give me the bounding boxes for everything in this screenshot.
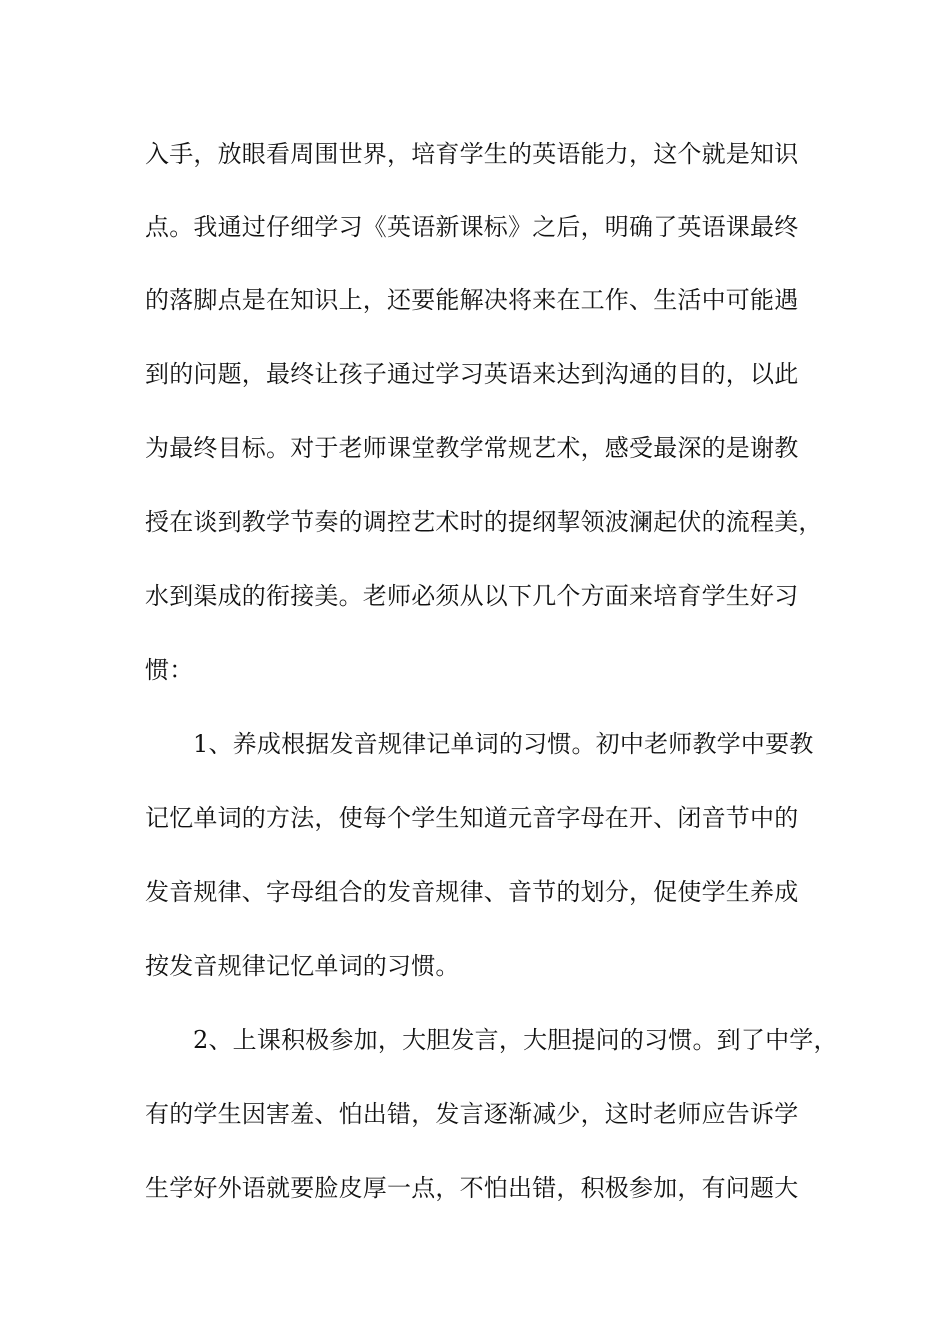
text-line: 的落脚点是在知识上，还要能解决将来在工作、生活中可能遇	[145, 286, 799, 314]
text-line: 点。我通过仔细学习《英语新课标》之后，明确了英语课最终	[145, 213, 799, 241]
text-line: 入手，放眼看周围世界，培育学生的英语能力，这个就是知识	[145, 140, 799, 168]
text-line: 发音规律、字母组合的发音规律、音节的划分，促使学生养成	[145, 878, 799, 906]
text-line: 生学好外语就要脸皮厚一点，不怕出错，积极参加，有问题大	[145, 1174, 799, 1202]
text-line: 授在谈到教学节奏的调控艺术时的提纲挈领波澜起伏的流程美，	[145, 508, 823, 536]
paragraph-start-line: 2、上课积极参加，大胆发言，大胆提问的习惯。到了中学，	[193, 1026, 838, 1054]
paragraph-start-line: 1、养成根据发音规律记单词的习惯。初中老师教学中要教	[193, 730, 814, 758]
text-line: 水到渠成的衔接美。老师必须从以下几个方面来培育学生好习	[145, 582, 799, 610]
text-line: 为最终目标。对于老师课堂教学常规艺术，感受最深的是谢教	[145, 434, 799, 462]
text-line: 按发音规律记忆单词的习惯。	[145, 952, 460, 980]
text-line: 惯：	[145, 656, 194, 684]
text-line: 记忆单词的方法，使每个学生知道元音字母在开、闭音节中的	[145, 804, 799, 832]
text-line: 到的问题，最终让孩子通过学习英语来达到沟通的目的，以此	[145, 360, 799, 388]
text-line: 有的学生因害羞、怕出错，发言逐渐减少，这时老师应告诉学	[145, 1100, 799, 1128]
